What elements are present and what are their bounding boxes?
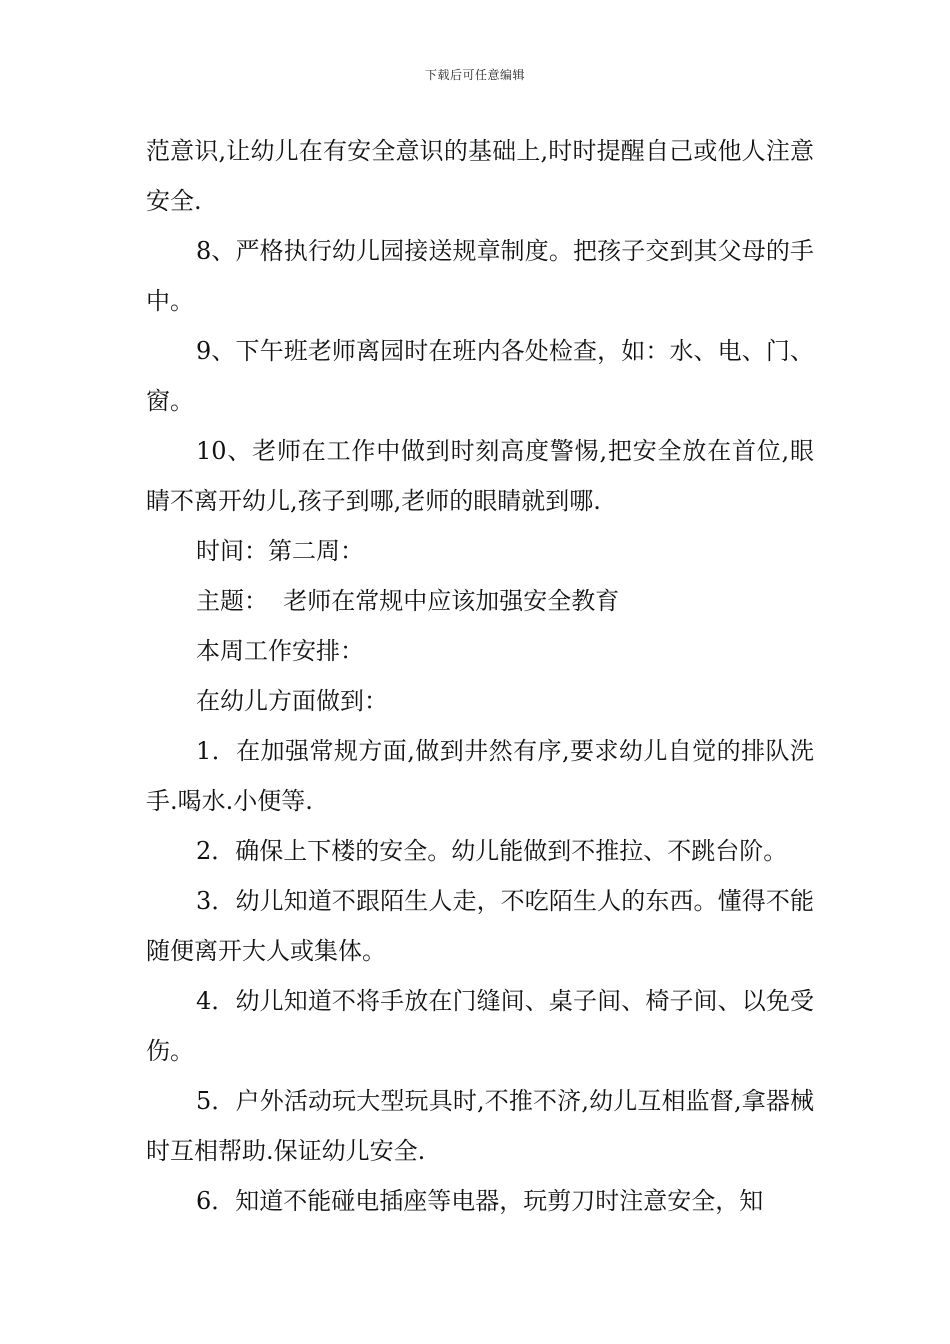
document-body (146, 126, 814, 1226)
paragraph: 5．户外活动玩大型玩具时,不推不济,幼儿互相监督,拿器械时互相帮助.保证幼儿安全. (146, 1087, 814, 1165)
paragraph: 本周工作安排： (196, 637, 364, 665)
paragraph: 10、老师在工作中做到时刻高度警惕,把安全放在首位,眼睛不离开幼儿,孩子到哪,老师的眼睛就到哪. (146, 437, 814, 515)
paragraph: 在幼儿方面做到： (196, 687, 388, 715)
paragraph: 时间：第二周： (196, 537, 364, 565)
paragraph: 3．幼儿知道不跟陌生人走，不吃陌生人的东西。懂得不能随便离开大人或集体。 (146, 887, 814, 965)
paragraph: 6．知道不能碰电插座等电器，玩剪刀时注意安全，知 (196, 1187, 764, 1215)
paragraph: 1．在加强常规方面,做到井然有序,要求幼儿自觉的排队洗手.喝水.小便等. (146, 737, 814, 815)
paragraph: 8、严格执行幼儿园接送规章制度。把孩子交到其父母的手中。 (146, 237, 814, 315)
paragraph: 4．幼儿知道不将手放在门缝间、桌子间、椅子间、以免受伤。 (146, 987, 814, 1065)
paragraph: 主题： 老师在常规中应该加强安全教育 (196, 587, 620, 615)
paragraph: 9、下午班老师离园时在班内各处检查，如：水、电、门、窗。 (146, 337, 814, 415)
page-header: 下载后可任意编辑 (424, 68, 525, 82)
paragraph: 2．确保上下楼的安全。幼儿能做到不推拉、不跳台阶。 (196, 837, 788, 865)
paragraph: 范意识,让幼儿在有安全意识的基础上,时时提醒自己或他人注意安全. (146, 137, 814, 215)
